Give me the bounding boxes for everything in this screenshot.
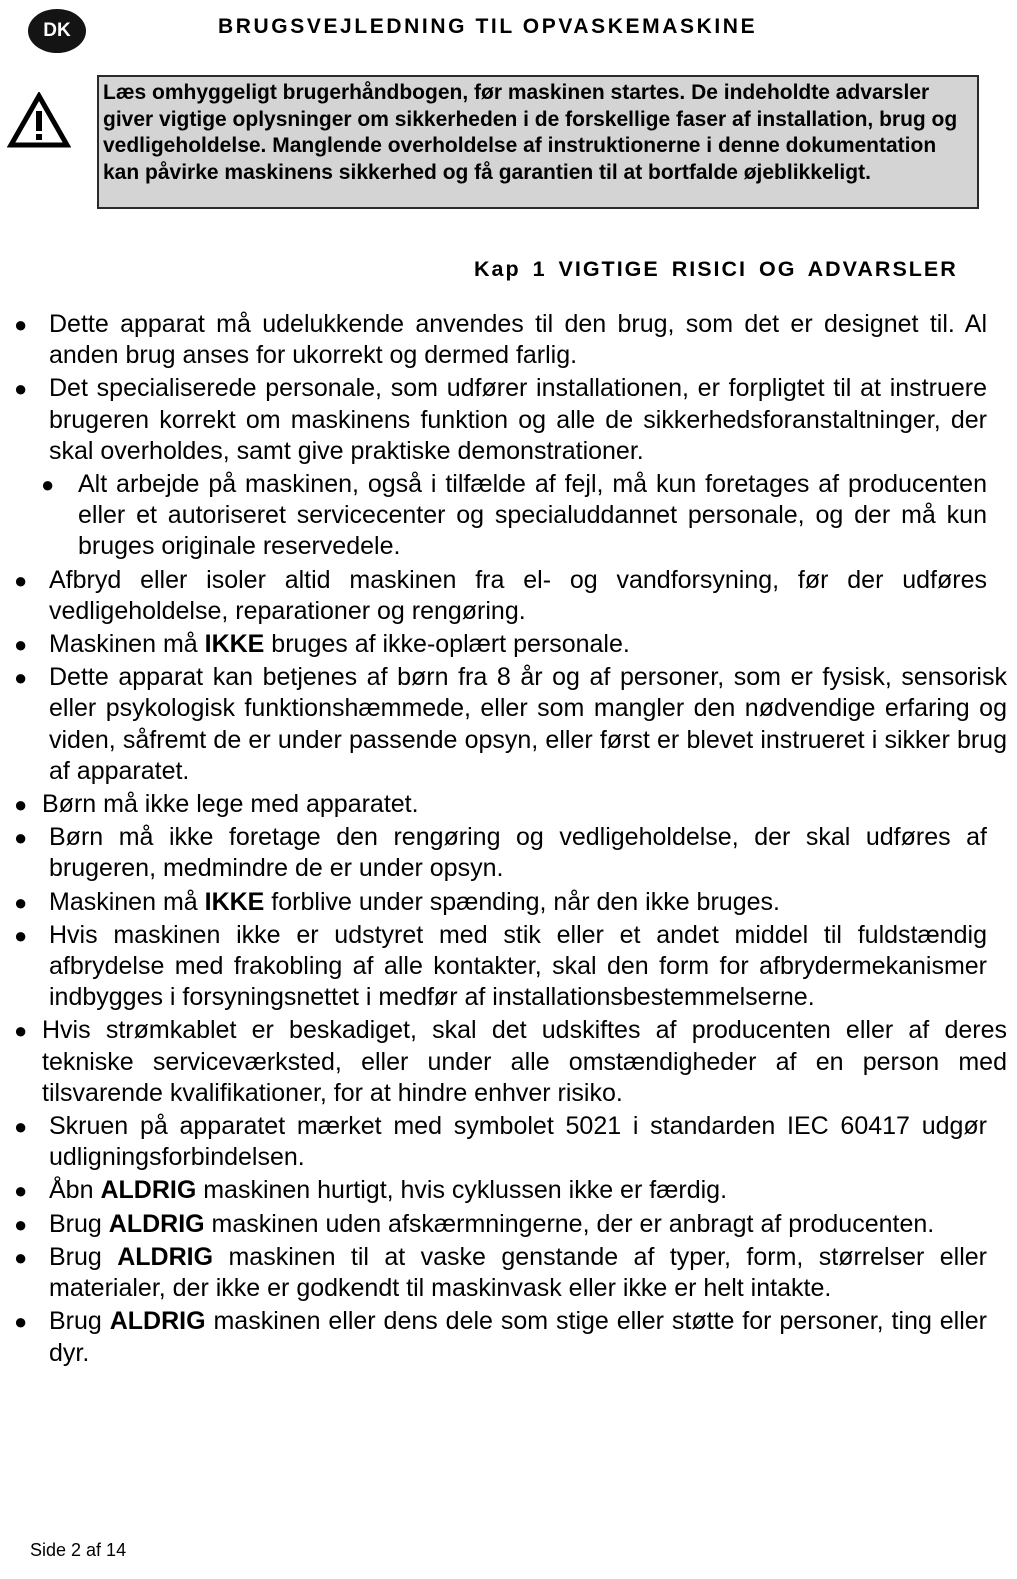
list-item-text-post: maskinen til at vaske genstande af typer, form, størrelser eller materialer, der ikke er godkendt til maskinvask eller ikke er helt intakte. — [49, 1242, 987, 1303]
list-item-text-pre: Maskinen må — [49, 630, 205, 659]
list-item-text-post: forblive under spænding, når den ikke bruges. — [264, 887, 780, 916]
list-item-text: Skruen på apparatet mærket med symbolet 5021 i standarden IEC 60417 udgør udligningsforbindelsen. — [49, 1112, 987, 1172]
list-item — [0, 1111, 1017, 1173]
list-item-text-pre: Maskinen må — [49, 887, 205, 916]
list-item-text-post: bruges af ikke-oplært personale. — [264, 630, 630, 659]
bullet-icon: ● — [14, 922, 28, 948]
bullet-icon: ● — [14, 1309, 28, 1335]
list-item — [0, 887, 1017, 918]
list-item — [0, 920, 1017, 1014]
list-item-text-pre: Brug — [49, 1242, 118, 1271]
list-item-text: Børn må ikke foretage den rengøring og vedligeholdelse, der skal udføres af brugeren, medmindre de er under opsyn. — [49, 823, 987, 883]
list-item — [0, 1209, 1017, 1240]
list-item-text: Det specialiserede personale, som udfører installationen, er forpligtet til at instruere brugeren korrekt om maskinens funktion og alle de sikkerhedsforanstaltninger, der skal overholdes, samt give praktiske demonstrationer. — [49, 374, 987, 465]
bullet-icon: ● — [14, 792, 28, 818]
bullet-icon: ● — [14, 825, 28, 851]
safety-warning-text: Læs omhyggeligt brugerhåndbogen, før maskinen startes. De indeholdte advarsler giver vigtige oplysninger om sikkerheden i de forskellige faser af installation, brug og vedligeholdelse. Manglende overholdelse af instruktionerne i denne dokumentation kan påvirke maskinens sikkerhed og få garantien til at bortfalde øjeblikkeligt. — [103, 81, 958, 184]
list-item-text: Hvis maskinen ikke er udstyret med stik eller et andet middel til fuldstændig afbrydelse med frakobling af alle kontakter, skal den form for afbrydermekanismer indbygges i forsyningsnettet i medfør af installationsbestemmelserne. — [49, 920, 987, 1012]
list-item — [0, 373, 1017, 467]
bullet-icon: ● — [41, 472, 55, 498]
list-item — [0, 789, 1017, 820]
bullet-icon: ● — [14, 1114, 28, 1140]
document-title: BRUGSVEJLEDNING TIL OPVASKEMASKINE — [218, 15, 758, 38]
list-item-emphasis: IKKE — [204, 887, 265, 916]
list-item — [0, 629, 1017, 660]
list-item — [0, 662, 1017, 787]
warning-triangle-icon — [7, 92, 71, 150]
list-item-text-post: maskinen eller dens dele som stige eller støtte for personer, ting eller dyr. — [49, 1307, 987, 1367]
bullet-icon: ● — [14, 376, 28, 402]
page-number: Side 2 af 14 — [30, 1540, 127, 1560]
list-item-emphasis: ALDRIG — [100, 1176, 197, 1205]
bullet-icon: ● — [14, 312, 28, 337]
bullet-icon: ● — [14, 889, 28, 915]
language-badge: DK — [28, 9, 86, 53]
list-item-text-post: maskinen hurtigt, hvis cyklussen ikke er færdig. — [196, 1176, 728, 1205]
bullet-icon: ● — [14, 1018, 28, 1044]
list-item-emphasis: ALDRIG — [108, 1209, 205, 1238]
list-item-text-pre: Åbn — [49, 1176, 101, 1205]
list-item-text: Dette apparat må udelukkende anvendes til den brug, som det er designet til. Al anden brug anses for ukorrekt og dermed farlig. — [49, 310, 987, 370]
list-item — [0, 1015, 1017, 1109]
warnings-list — [0, 309, 1017, 1371]
list-item-text: Hvis strømkablet er beskadiget, skal det udskiftes af producenten eller af deres tekniske serviceværksted, eller under alle omstændigheder af en person med tilsvarende kvalifikationer, for at hindre enhver risiko. — [42, 1016, 1007, 1107]
bullet-icon: ● — [14, 665, 28, 691]
list-item — [0, 1306, 1017, 1368]
list-item-text-post: maskinen uden afskærmningerne, der er anbragt af producenten. — [204, 1209, 935, 1238]
bullet-icon: ● — [14, 632, 28, 658]
list-item — [0, 469, 1017, 563]
list-item-text: Afbryd eller isoler altid maskinen fra el- og vandforsyning, før der udføres vedligeholdelse, reparationer og rengøring. — [49, 565, 987, 625]
list-item-text-pre: Brug — [49, 1209, 109, 1238]
safety-warning-box — [97, 75, 979, 209]
list-item-emphasis: IKKE — [204, 630, 265, 659]
section-heading: Kap 1 VIGTIGE RISICI OG ADVARSLER — [474, 257, 958, 281]
list-item-emphasis: ALDRIG — [117, 1242, 214, 1271]
list-item-text: Børn må ikke lege med apparatet. — [42, 790, 419, 819]
bullet-icon: ● — [14, 1178, 28, 1204]
list-item — [0, 822, 1017, 884]
list-item-text: Alt arbejde på maskinen, også i tilfælde af fejl, må kun foretages af producenten eller et autoriseret servicecenter og specialuddannet personale, og der må kun bruges originale reservedele. — [78, 470, 987, 561]
list-item-text-pre: Brug — [49, 1307, 110, 1336]
list-item-text: Dette apparat kan betjenes af børn fra 8 år og af personer, som er fysisk, sensorisk eller psykologisk funktionshæmmede, eller som mangler den nødvendige erfaring og viden, såfremt de er under passende opsyn, eller først er blevet instrueret i sikker brug af apparatet. — [49, 663, 1007, 785]
bullet-icon: ● — [14, 1211, 28, 1237]
bullet-icon: ● — [14, 567, 28, 593]
list-item-emphasis: ALDRIG — [109, 1307, 206, 1336]
list-item — [0, 1175, 1017, 1206]
list-item — [0, 1242, 1017, 1304]
bullet-icon: ● — [14, 1244, 28, 1270]
list-item — [0, 309, 1017, 371]
list-item — [0, 565, 1017, 627]
